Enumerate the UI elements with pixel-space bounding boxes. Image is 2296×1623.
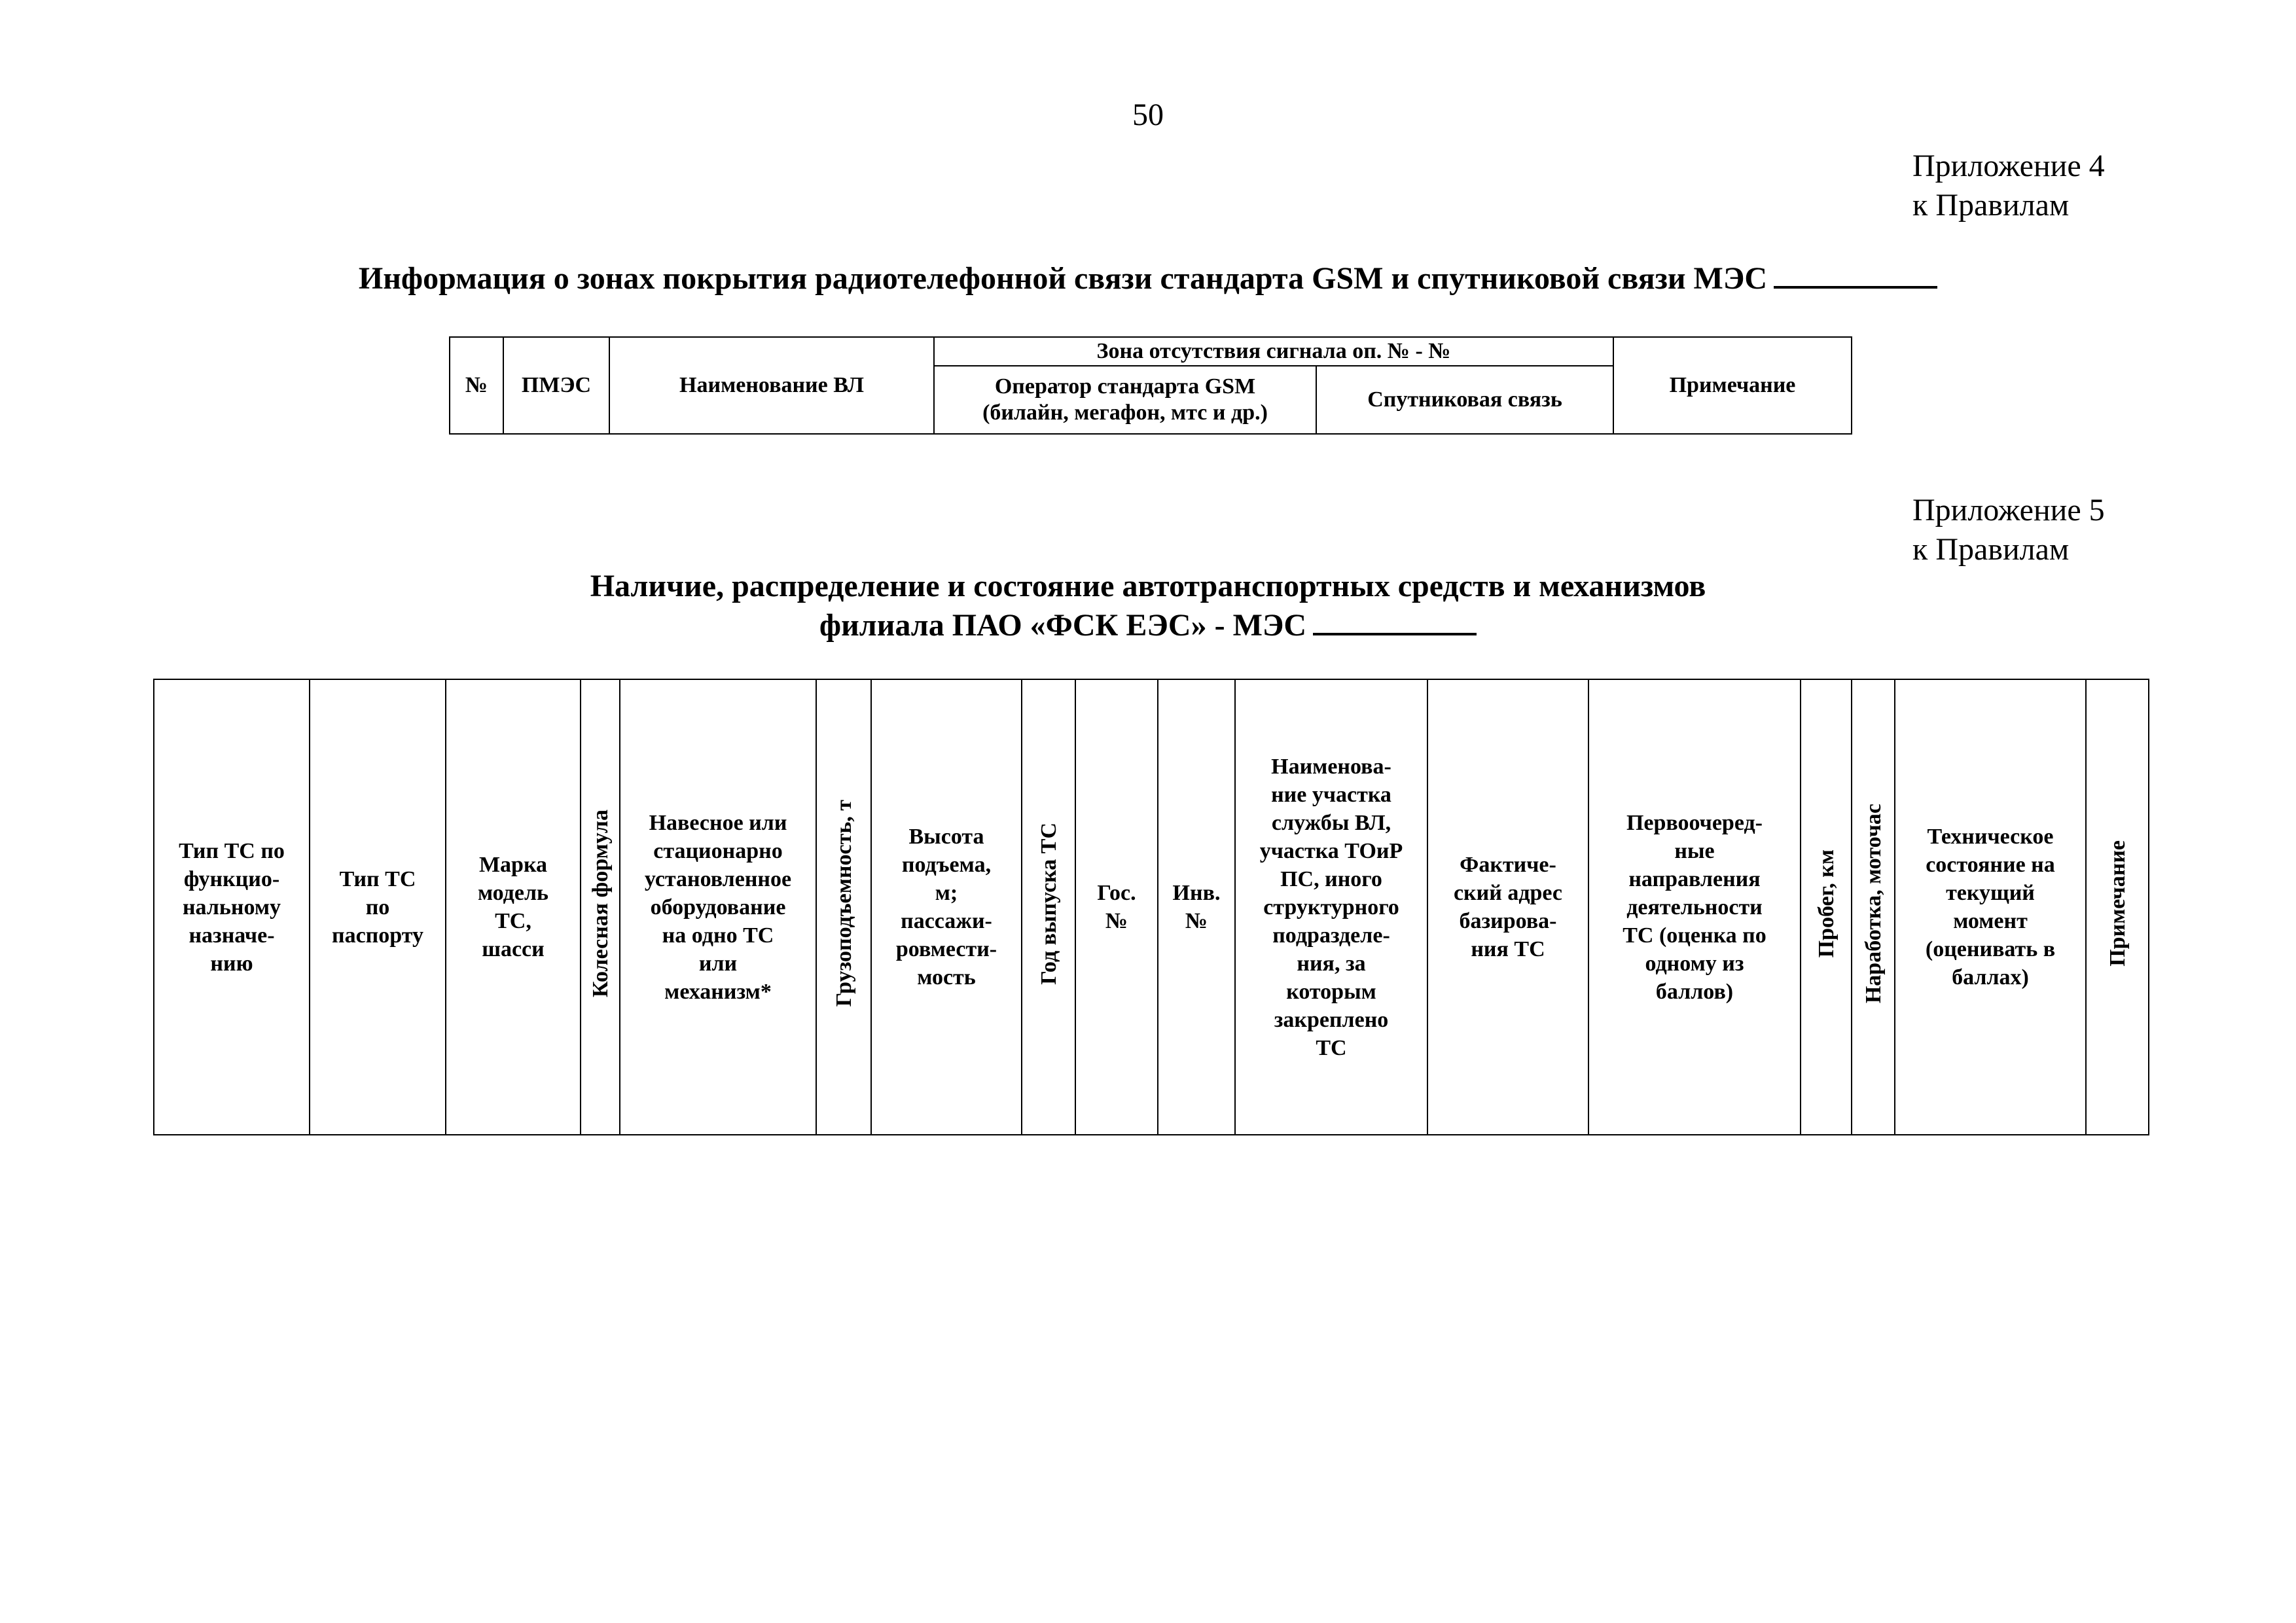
- c13-line: одному из: [1645, 951, 1744, 976]
- col-wheel-formula: [581, 679, 620, 1135]
- c11-line: ПС, иного: [1280, 866, 1382, 891]
- col-num: №: [450, 337, 503, 434]
- c16-line: момент: [1953, 909, 2028, 933]
- c15-text: Наработка, моточас: [1861, 803, 1886, 1004]
- c13-line: деятельности: [1626, 895, 1763, 919]
- appendix-4-label: [1912, 147, 2105, 225]
- c11-line: структурного: [1263, 895, 1399, 919]
- c16-line: (оценивать в: [1925, 937, 2056, 961]
- c3-line: ТС,: [495, 909, 531, 933]
- col-state-number: [1075, 679, 1158, 1135]
- col-vehicle-type-function: [154, 679, 310, 1135]
- c1-line: Тип ТС по: [179, 838, 285, 863]
- c4-text: Колесная формула: [588, 810, 613, 997]
- c2-line: паспорту: [332, 923, 423, 948]
- c16-line: баллах): [1952, 965, 2029, 990]
- col-operating-hours: [1852, 679, 1895, 1135]
- c5-line: или: [698, 951, 738, 976]
- col-section-name: [1235, 679, 1427, 1135]
- appendix-5-label: [1912, 491, 2105, 569]
- c16-line: Техническое: [1927, 825, 2054, 849]
- c5-line: оборудование: [650, 895, 786, 919]
- c1-line: назначе-: [188, 923, 275, 948]
- c10-line: №: [1185, 909, 1208, 933]
- c9-line: №: [1105, 909, 1128, 933]
- title-vehicles-blank: [1313, 608, 1477, 635]
- col-gsm-operator-line2: (билайн, мегафон, мтс и др.): [982, 401, 1268, 425]
- c7-line: подъема,: [901, 853, 992, 877]
- c3-line: шасси: [482, 937, 545, 961]
- title-vehicles-line2-wrap: [0, 606, 2296, 645]
- c1-line: нальному: [182, 895, 281, 919]
- c10-line: Инв.: [1172, 881, 1221, 905]
- col-technical-state: [1895, 679, 2086, 1135]
- col-lift-height: [871, 679, 1022, 1135]
- col-priority-directions: [1588, 679, 1801, 1135]
- c5-line: механизм*: [664, 979, 772, 1004]
- c16-line: состояние на: [1926, 853, 2055, 877]
- col-vl-name: Наименование ВЛ: [609, 337, 934, 434]
- appendix-5-line1: Приложение 5: [1912, 493, 2105, 527]
- c2-line: по: [365, 895, 390, 919]
- c1-line: функцио-: [183, 866, 280, 891]
- col-vehicle-type-passport: [310, 679, 446, 1135]
- c12-line: базирова-: [1459, 909, 1557, 933]
- col-gsm-operator-line1: Оператор стандарта GSM: [994, 374, 1256, 399]
- col-brand-model: [446, 679, 581, 1135]
- c1-line: нию: [210, 951, 253, 976]
- c5-line: установленное: [644, 866, 792, 891]
- c11-line: ние участка: [1271, 782, 1391, 807]
- title-vehicles-line1: Наличие, распределение и состояние автотранспортных средств и механизмов: [590, 569, 1706, 603]
- c16-line: текущий: [1946, 881, 2035, 905]
- c9-line: Гос.: [1097, 881, 1136, 905]
- col-inventory-number: [1158, 679, 1235, 1135]
- c17-text: Примечание: [2105, 840, 2130, 967]
- c11-line: ТС: [1316, 1035, 1347, 1060]
- col-base-address: [1427, 679, 1588, 1135]
- c12-line: ский адрес: [1453, 881, 1563, 905]
- c7-line: Высота: [908, 825, 984, 849]
- c11-line: Наименова-: [1271, 754, 1391, 779]
- col-load-capacity: [816, 679, 871, 1135]
- appendix-4-line1: Приложение 4: [1912, 149, 2105, 183]
- c11-line: закреплено: [1274, 1007, 1389, 1032]
- c12-line: Фактиче-: [1460, 853, 1556, 877]
- title-gsm: [0, 260, 2296, 296]
- c2-line: Тип ТС: [339, 866, 416, 891]
- col-pmes: ПМЭС: [503, 337, 609, 434]
- c11-line: участка ТОиР: [1259, 838, 1403, 863]
- c13-line: ТС (оценка по: [1623, 923, 1767, 948]
- col-mileage: [1801, 679, 1852, 1135]
- title-gsm-blank: [1774, 261, 1937, 289]
- c7-line: пассажи-: [901, 909, 992, 933]
- c5-line: на одно ТС: [662, 923, 774, 948]
- col-year: [1022, 679, 1075, 1135]
- c14-text: Пробег, км: [1814, 849, 1839, 958]
- c5-line: Навесное или: [649, 810, 787, 835]
- c11-line: которым: [1286, 979, 1376, 1004]
- c8-text: Год выпуска ТС: [1036, 822, 1061, 985]
- col-no-signal-zone: Зона отсутствия сигнала оп. № - №: [934, 337, 1613, 366]
- c3-line: модель: [477, 881, 549, 905]
- c3-line: Марка: [478, 853, 548, 877]
- gsm-coverage-table: [449, 336, 1852, 435]
- c13-line: ные: [1674, 838, 1715, 863]
- col-note: [2086, 679, 2149, 1135]
- title-gsm-text: Информация о зонах покрытия радиотелефонной связи стандарта GSM и спутниковой связи МЭС: [358, 261, 1768, 296]
- page-number: 50: [1132, 98, 1164, 132]
- col-gsm-operator: [934, 366, 1316, 434]
- c13-line: Первоочеред-: [1626, 810, 1763, 835]
- c13-line: баллов): [1655, 979, 1734, 1004]
- c11-line: службы ВЛ,: [1271, 810, 1391, 835]
- title-vehicles: [0, 567, 2296, 645]
- c7-line: ровмести-: [895, 937, 997, 961]
- col-equipment: [620, 679, 816, 1135]
- col-satellite: Спутниковая связь: [1316, 366, 1613, 434]
- c13-line: направления: [1628, 866, 1761, 891]
- c11-line: ния, за: [1297, 951, 1366, 976]
- c7-line: мость: [917, 965, 976, 990]
- vehicles-table: [153, 679, 2149, 1135]
- c6-text: Грузоподъемность, т: [831, 800, 856, 1007]
- c11-line: подразделе-: [1272, 923, 1390, 948]
- c7-line: м;: [935, 881, 958, 905]
- col-note: Примечание: [1613, 337, 1852, 434]
- c12-line: ния ТС: [1471, 937, 1545, 961]
- title-vehicles-line2: филиала ПАО «ФСК ЕЭС» - МЭС: [819, 608, 1307, 643]
- appendix-4-line2: к Правилам: [1912, 188, 2070, 223]
- c5-line: стационарно: [653, 838, 783, 863]
- appendix-5-line2: к Правилам: [1912, 532, 2070, 567]
